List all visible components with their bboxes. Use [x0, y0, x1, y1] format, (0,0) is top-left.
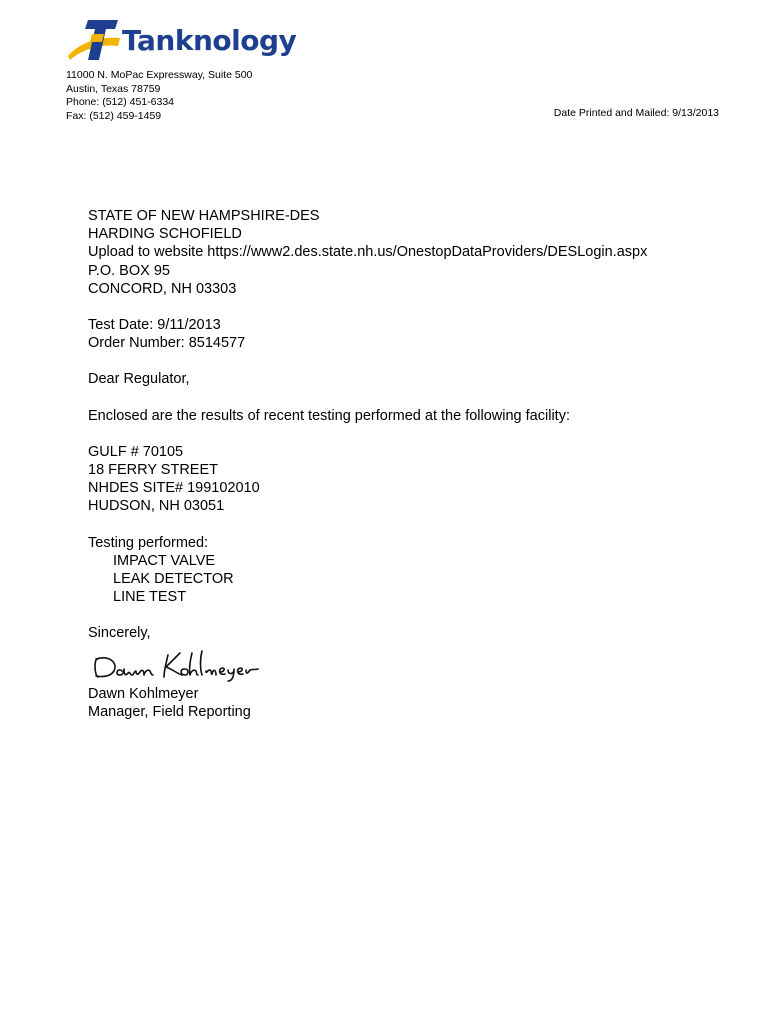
recipient-agency: STATE OF NEW HAMPSHIRE-DES — [88, 208, 320, 224]
test-info — [88, 316, 728, 352]
facility-name: GULF # 70105 — [88, 443, 184, 460]
recipient-name: HARDING SCHOFIELD — [88, 226, 242, 243]
order-number: Order Number: 8514577 — [88, 335, 246, 352]
test-date: Test Date: 9/11/2013 — [88, 317, 221, 334]
salutation: Dear Regulator, — [88, 371, 190, 388]
address-city: Austin, Texas 78759 — [66, 82, 161, 95]
intro-text: Enclosed are the results of recent testing performed at the following facility: — [88, 407, 570, 424]
signer-name: Dawn Kohlmeyer — [88, 685, 199, 702]
recipient-block — [88, 207, 728, 298]
testing-block — [88, 534, 728, 607]
tanknology-logo-icon — [66, 16, 122, 66]
closing: Sincerely, — [88, 625, 151, 642]
address-fax: Fax: (512) 459-1459 — [66, 109, 162, 122]
letter-body — [88, 207, 728, 721]
recipient-city: CONCORD, NH 03303 — [88, 280, 237, 297]
testing-heading: Testing performed: — [88, 534, 209, 551]
recipient-po-box: P.O. BOX 95 — [88, 262, 170, 279]
address-street: 11000 N. MoPac Expressway, Suite 500 — [66, 69, 253, 81]
testing-item: LEAK DETECTOR — [113, 571, 234, 588]
facility-site: NHDES SITE# 199102010 — [88, 480, 260, 497]
company-address — [66, 69, 252, 123]
signature-image — [88, 645, 288, 683]
testing-item: IMPACT VALVE — [113, 552, 216, 569]
recipient-upload: Upload to website https://www2.des.state.nh.us/OnestopDataProviders/DESLogin.aspx — [88, 244, 648, 261]
signer-block — [88, 685, 728, 721]
date-printed: Date Printed and Mailed: 9/13/2013 — [553, 107, 719, 119]
testing-item: LINE TEST — [113, 589, 187, 606]
facility-block — [88, 443, 728, 516]
address-phone: Phone: (512) 451-6334 — [66, 96, 174, 108]
facility-street: 18 FERRY STREET — [88, 462, 219, 479]
signer-title: Manager, Field Reporting — [88, 703, 251, 720]
brand-name: Tanknology — [122, 24, 297, 57]
facility-city: HUDSON, NH 03051 — [88, 498, 225, 515]
company-logo — [66, 16, 336, 66]
